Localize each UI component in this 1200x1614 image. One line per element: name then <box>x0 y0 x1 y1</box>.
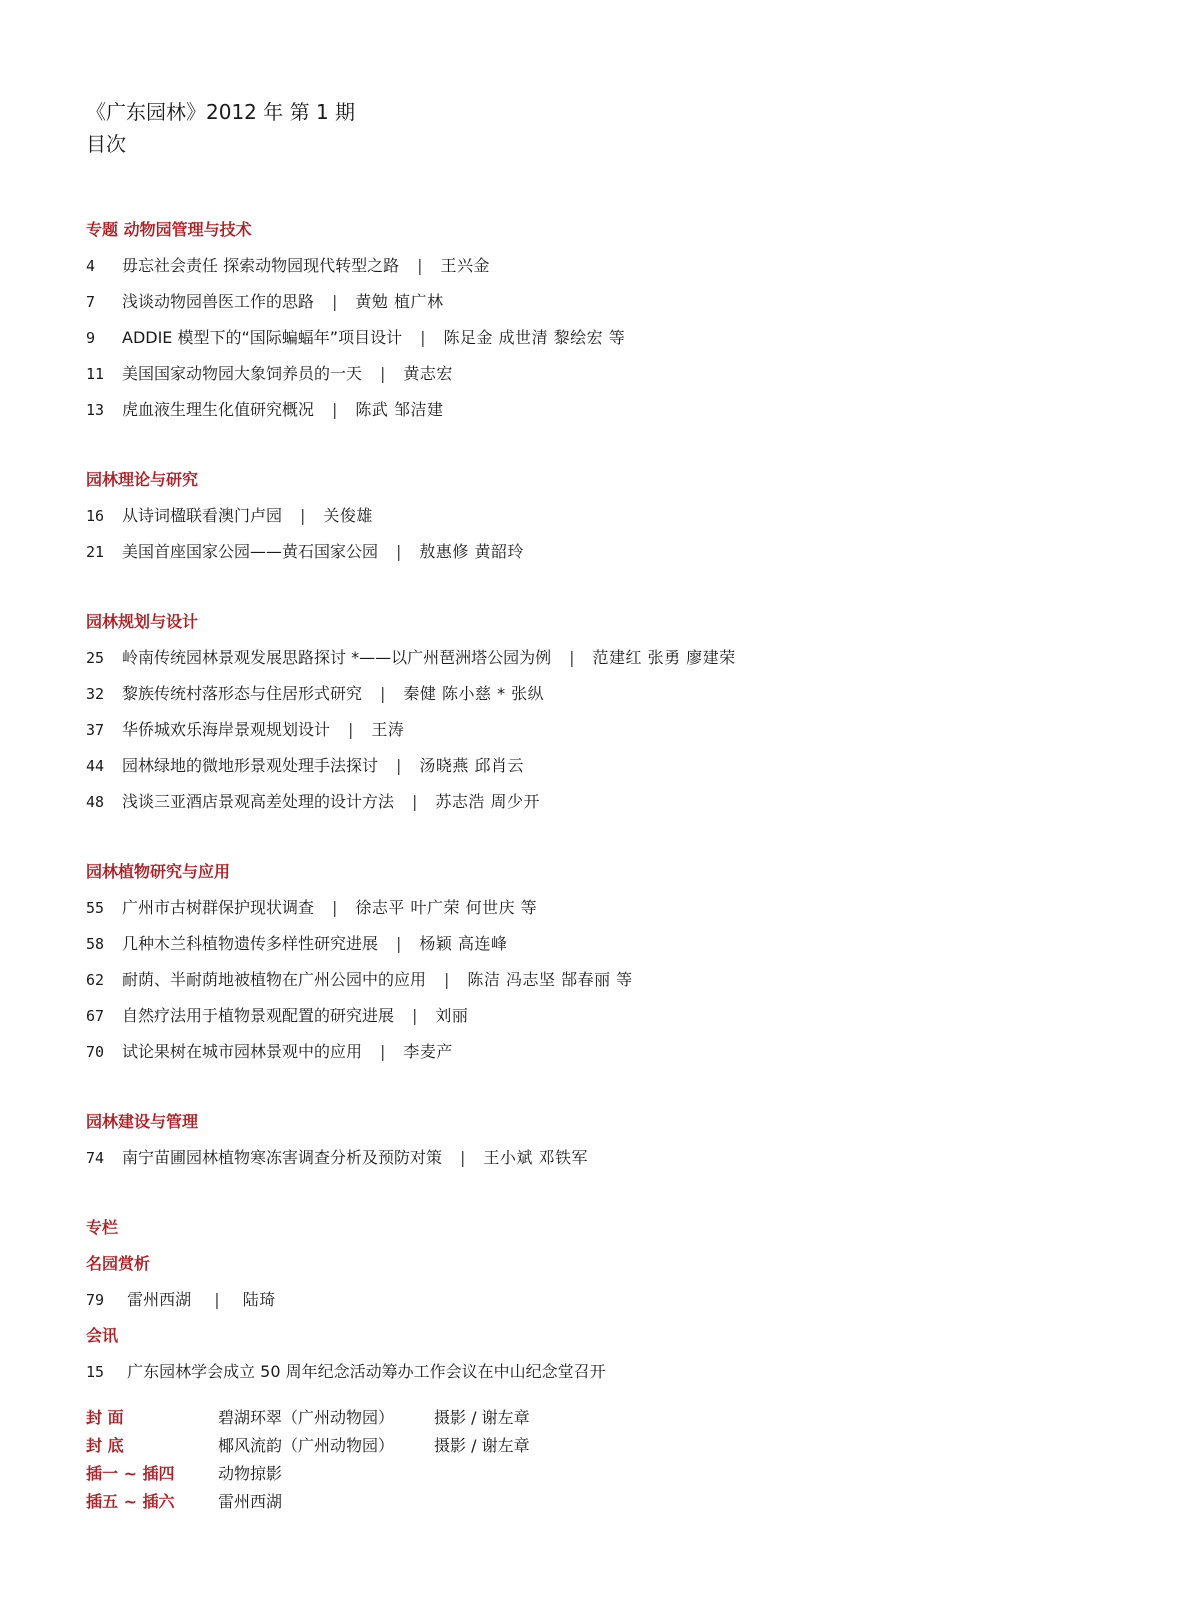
entry-title: 美国国家动物园大象饲养员的一天 <box>122 364 363 383</box>
toc-entry[interactable] <box>86 356 1146 392</box>
entry-page-number: 79 <box>86 1291 105 1309</box>
entry-separator: | <box>332 292 338 311</box>
entry-title: 黎族传统村落形态与住居形式研究 <box>122 684 363 703</box>
entry-separator: | <box>396 756 402 775</box>
entry-authors: 王小斌 邓铁军 <box>483 1148 588 1167</box>
toc-entry[interactable] <box>86 998 1146 1034</box>
entry-authors: 陈洁 冯志坚 郜春丽 等 <box>467 970 633 989</box>
entry-title: 园林绿地的微地形景观处理手法探讨 <box>122 756 379 775</box>
entry-authors: 范建红 张勇 廖建荣 <box>592 648 736 667</box>
entry-separator: | <box>380 684 386 703</box>
entry-authors: 陈武 邹洁建 <box>355 400 444 419</box>
entry-authors: 苏志浩 周少开 <box>435 792 540 811</box>
toc-entry[interactable] <box>86 890 1146 926</box>
entry-title: 几种木兰科植物遗传多样性研究进展 <box>122 934 379 953</box>
entry-authors: 敖惠修 黄韶玲 <box>419 542 524 561</box>
entry-page-number: 21 <box>86 543 105 561</box>
entry-page-number: 25 <box>86 649 105 667</box>
entry-page-number: 44 <box>86 757 105 775</box>
section-heading: 园林植物研究与应用 <box>86 862 231 881</box>
entry-separator: | <box>444 970 450 989</box>
entry-separator: | <box>332 400 338 419</box>
entry-authors: 黄志宏 <box>403 364 453 383</box>
cover-credits <box>86 1404 1146 1516</box>
cover-description: 椰风流韵（广州动物园） <box>218 1436 395 1455</box>
toc-entry[interactable] <box>86 498 1146 534</box>
entry-authors: 刘丽 <box>435 1006 469 1025</box>
entry-authors: 王涛 <box>371 720 405 739</box>
toc-entry[interactable] <box>86 962 1146 998</box>
toc-entry[interactable] <box>86 640 1146 676</box>
toc-section <box>86 854 1146 1070</box>
entry-authors: 李麦产 <box>403 1042 453 1061</box>
entry-title: 岭南传统园林景观发展思路探讨 *——以广州琶洲塔公园为例 <box>122 648 552 667</box>
section-heading: 专题 动物园管理与技术 <box>86 220 252 239</box>
cover-credit-row <box>86 1460 1146 1488</box>
cover-description: 动物掠影 <box>218 1464 283 1483</box>
entry-authors: 王兴金 <box>440 256 490 275</box>
cover-description: 雷州西湖 <box>218 1492 283 1511</box>
cover-label: 插五 ~ 插六 <box>86 1492 175 1511</box>
entry-page-number: 48 <box>86 793 105 811</box>
cover-label: 封 面 <box>86 1408 124 1427</box>
column-sub-heading: 会讯 <box>86 1326 119 1345</box>
toc-entry[interactable] <box>86 248 1146 284</box>
entry-separator: | <box>332 898 338 917</box>
entry-page-number: 16 <box>86 507 105 525</box>
section-heading: 园林建设与管理 <box>86 1112 199 1131</box>
entry-separator: | <box>420 328 426 347</box>
entry-separator: | <box>396 542 402 561</box>
section-heading: 园林理论与研究 <box>86 470 199 489</box>
column-heading: 专栏 <box>86 1218 119 1237</box>
toc-entry[interactable] <box>86 676 1146 712</box>
entry-title: 广州市古树群保护现状调查 <box>122 898 315 917</box>
entry-separator: | <box>412 792 418 811</box>
entry-page-number: 67 <box>86 1007 105 1025</box>
entry-title: ADDIE 模型下的“国际蝙蝠年”项目设计 <box>122 328 403 347</box>
entry-title: 自然疗法用于植物景观配置的研究进展 <box>122 1006 395 1025</box>
journal-title: 《广东园林》2012 年 第 1 期 <box>86 100 356 124</box>
entry-page-number: 55 <box>86 899 105 917</box>
entry-separator: | <box>380 364 386 383</box>
entry-page-number: 70 <box>86 1043 105 1061</box>
entry-separator: | <box>380 1042 386 1061</box>
cover-photo-credit: 摄影 / 谢左章 <box>434 1436 530 1455</box>
entry-title: 浅谈三亚酒店景观高差处理的设计方法 <box>122 792 395 811</box>
entry-authors: 关俊雄 <box>323 506 373 525</box>
entry-title: 毋忘社会责任 探索动物园现代转型之路 <box>122 256 400 275</box>
entry-page-number: 13 <box>86 401 105 419</box>
entry-authors: 陈足金 成世清 黎绘宏 等 <box>443 328 626 347</box>
toc-heading: 目次 <box>86 132 126 156</box>
cover-photo-credit: 摄影 / 谢左章 <box>434 1408 530 1427</box>
entry-authors: 秦健 陈小慈 * 张纵 <box>403 684 545 703</box>
entry-authors: 杨颖 高连峰 <box>419 934 508 953</box>
entry-separator: | <box>417 256 423 275</box>
entry-page-number: 58 <box>86 935 105 953</box>
column-sub-heading: 名园赏析 <box>86 1254 151 1273</box>
entry-authors: 徐志平 叶广荣 何世庆 等 <box>355 898 538 917</box>
toc-section <box>86 604 1146 820</box>
cover-credit-row <box>86 1488 1146 1516</box>
entry-authors: 黄勉 植广林 <box>355 292 444 311</box>
entry-title: 从诗词楹联看澳门卢园 <box>122 506 283 525</box>
entry-separator: | <box>569 648 575 667</box>
entry-separator: | <box>412 1006 418 1025</box>
toc-entry[interactable] <box>86 320 1146 356</box>
entry-title: 华侨城欢乐海岸景观规划设计 <box>122 720 331 739</box>
entry-page-number: 32 <box>86 685 105 703</box>
toc-entry[interactable] <box>86 534 1146 570</box>
entry-separator: | <box>460 1148 466 1167</box>
entry-title: 南宁苗圃园林植物寒冻害调查分析及预防对策 <box>122 1148 443 1167</box>
toc-entry[interactable] <box>86 1034 1146 1070</box>
toc-entry[interactable] <box>86 284 1146 320</box>
entry-page-number: 9 <box>86 329 96 347</box>
toc-entry[interactable] <box>86 784 1146 820</box>
cover-credit-row <box>86 1432 1146 1460</box>
entry-page-number: 11 <box>86 365 105 383</box>
entry-page-number: 62 <box>86 971 105 989</box>
entry-title: 雷州西湖 <box>127 1290 192 1309</box>
toc-section <box>86 462 1146 570</box>
entry-title: 试论果树在城市园林景观中的应用 <box>122 1042 363 1061</box>
cover-credit-row <box>86 1404 1146 1432</box>
entry-page-number: 74 <box>86 1149 105 1167</box>
toc-entry[interactable] <box>86 926 1146 962</box>
toc-page <box>86 96 1146 1516</box>
toc-entry[interactable] <box>86 712 1146 748</box>
cover-label: 封 底 <box>86 1436 124 1455</box>
entry-authors: 汤晓燕 邱肖云 <box>419 756 524 775</box>
entry-title: 耐荫、半耐荫地被植物在广州公园中的应用 <box>122 970 427 989</box>
toc-entry[interactable] <box>86 748 1146 784</box>
entry-authors: 陆琦 <box>242 1290 276 1309</box>
column-section <box>86 1210 1146 1390</box>
entry-page-number: 7 <box>86 293 96 311</box>
toc-sections <box>86 212 1146 1176</box>
toc-section <box>86 1104 1146 1176</box>
cover-label: 插一 ~ 插四 <box>86 1464 175 1483</box>
toc-entry[interactable] <box>86 392 1146 428</box>
entry-separator: | <box>396 934 402 953</box>
cover-description: 碧湖环翠（广州动物园） <box>218 1408 395 1427</box>
entry-title: 虎血液生理生化值研究概况 <box>122 400 315 419</box>
toc-entry[interactable] <box>86 1282 1146 1318</box>
entry-title: 广东园林学会成立 50 周年纪念活动筹办工作会议在中山纪念堂召开 <box>127 1362 606 1381</box>
toc-entry[interactable] <box>86 1354 1146 1390</box>
entry-separator: | <box>300 506 306 525</box>
entry-separator: | <box>348 720 354 739</box>
toc-entry[interactable] <box>86 1140 1146 1176</box>
toc-section <box>86 212 1146 428</box>
entry-page-number: 37 <box>86 721 105 739</box>
entry-title: 浅谈动物园兽医工作的思路 <box>122 292 315 311</box>
section-heading: 园林规划与设计 <box>86 612 199 631</box>
entry-separator: | <box>214 1290 220 1309</box>
entry-page-number: 4 <box>86 257 96 275</box>
entry-page-number: 15 <box>86 1363 105 1381</box>
entry-title: 美国首座国家公园——黄石国家公园 <box>122 542 379 561</box>
